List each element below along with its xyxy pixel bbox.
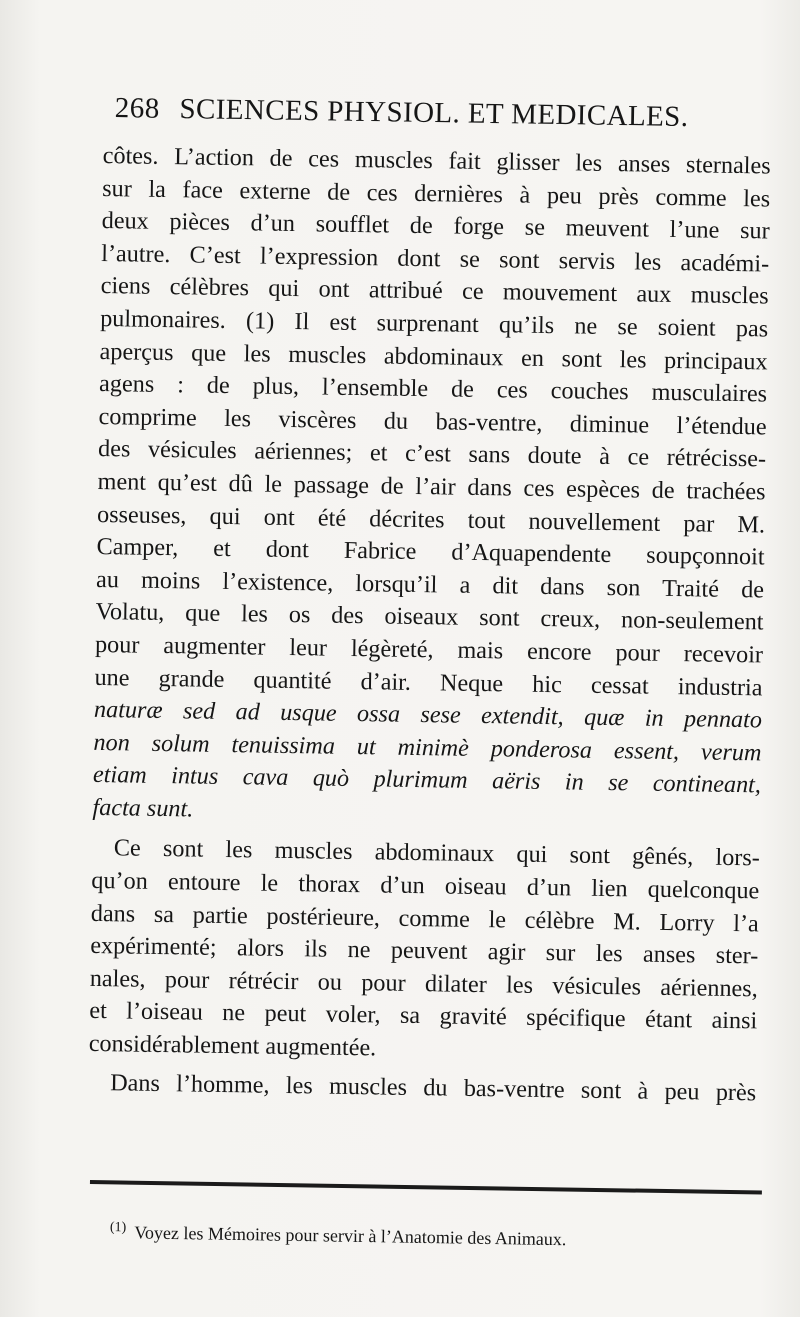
text-line: ment qu’est dû le passage de l’air dans ces espèces de trachées xyxy=(97,467,766,506)
paragraph-3 xyxy=(88,1067,756,1110)
footnote xyxy=(110,1220,760,1253)
latin-quote-line: non solum tenuissima ut minimè ponderosa essent, verum xyxy=(93,728,762,767)
text-line: considérablement augmentée. xyxy=(88,1029,377,1062)
footnote-text: Voyez les Mémoires pour servir à l’Anatomie des Animaux. xyxy=(134,1222,567,1250)
text-line: une grande quantité d’air. Neque hic cessat industria xyxy=(94,663,763,701)
text-line: l’autre. C’est l’expression dont se sont servis les académi- xyxy=(101,239,770,278)
text-line: agens : de plus, l’ensemble de ces couches musculaires xyxy=(98,370,768,408)
text-line: Dans l’homme, les muscles du bas-ventre sont à peu près xyxy=(109,1068,757,1106)
paragraph-1 xyxy=(92,140,771,835)
text-line: côtes. L’action de ces muscles fait glisser les anses sternales xyxy=(102,141,771,180)
text-line: pour augmenter leur légèreté, mais encore pour recevoir xyxy=(94,630,764,669)
text-line: nales, pour rétrécir ou pour dilater les vésicules aériennes, xyxy=(89,964,758,1003)
text-line: au moins l’existence, lorsqu’il a dit dans son Traité de xyxy=(95,565,765,604)
running-title: SCIENCES PHYSIOL. ET MEDICALES. xyxy=(179,93,689,134)
text-line: et l’oiseau ne peut voler, sa gravité spécifique étant ainsi xyxy=(89,997,758,1035)
latin-quote-line: etiam intus cava quò plurimum aëris in se contineant, xyxy=(92,761,762,799)
text-line: sur la face externe de ces dernières à peu près comme les xyxy=(102,174,771,213)
text-line: osseuses, qui ont été décrites tout nouvellement par M. xyxy=(96,500,766,538)
text-line: aperçus que les muscles abdominaux en sont les principaux xyxy=(99,337,768,376)
text-line: pulmonaires. (1) Il est surprenant qu’ils ne se soient pas xyxy=(99,304,769,343)
text-line: Volatu, que les os des oiseaux sont creux, non-seulement xyxy=(95,598,764,636)
text-line: deux pièces d’un soufflet de forge se meuvent l’une sur xyxy=(101,207,770,245)
footnote-divider xyxy=(90,1180,762,1195)
text-line: Camper, et dont Fabrice d’Aquapendente soupçonnoit xyxy=(96,533,765,571)
text-line: Ce sont les muscles abdominaux qui sont gênés, lors- xyxy=(113,834,761,872)
footnote-mark: (1) xyxy=(109,1220,127,1236)
text-line: ciens célèbres qui ont attribué ce mouvement aux muscles xyxy=(100,272,769,310)
text-line: des vésicules aériennes; et c’est sans doute à ce rétrécisse- xyxy=(97,435,767,473)
text-line: comprime les viscères du bas-ventre, diminue l’étendue xyxy=(98,402,767,441)
running-header xyxy=(114,92,754,135)
latin-quote-line: naturæ sed ad usque ossa sese extendit, quæ in pennato xyxy=(93,696,763,734)
text-line: dans sa partie postérieure, comme le célèbre M. Lorry l’a xyxy=(90,899,759,938)
page-number: 268 xyxy=(114,92,160,125)
body-text xyxy=(88,140,771,1110)
latin-quote-line: facta sunt. xyxy=(92,793,194,823)
paragraph-2 xyxy=(89,832,761,1071)
text-line: expérimenté; alors ils ne peuvent agir sur les anses ster- xyxy=(90,932,759,970)
text-line: qu’on entoure le thorax d’un oiseau d’un lien quelconque xyxy=(91,866,760,905)
